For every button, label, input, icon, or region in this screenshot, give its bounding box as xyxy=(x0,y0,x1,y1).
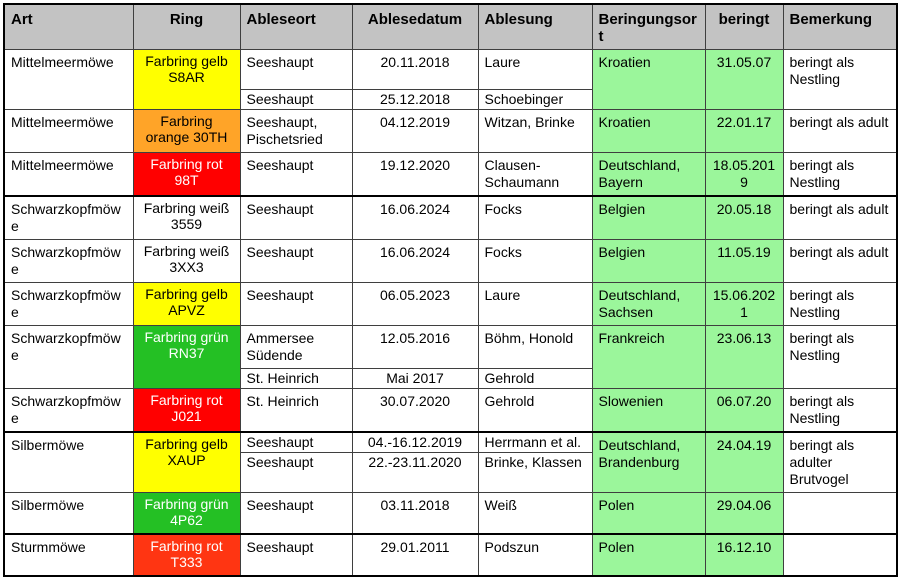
table-row xyxy=(4,493,897,534)
ring-cell xyxy=(133,432,240,493)
cell-beringt: 24.04.19 xyxy=(705,432,783,493)
ring-code-line: 98T xyxy=(174,172,199,188)
ring-color-line: Farbring gelb xyxy=(145,286,228,302)
ring-code-line: orange 30TH xyxy=(145,129,228,145)
ring-color-line: Farbring grün xyxy=(144,329,229,345)
cell-ablesedatum: 04.12.2019 xyxy=(352,110,478,153)
cell-beringt: 20.05.18 xyxy=(705,196,783,240)
cell-art: Mittelmeermöwe xyxy=(4,153,133,197)
cell-ablesedatum: 16.06.2024 xyxy=(352,240,478,283)
cell-art: Schwarzkopfmöwe xyxy=(4,196,133,240)
cell-beringungsort: Belgien xyxy=(592,240,705,283)
ring-color-line: Farbring gelb xyxy=(145,436,228,452)
cell-ablesedatum: 19.12.2020 xyxy=(352,153,478,197)
cell-ablesung: Focks xyxy=(478,240,592,283)
cell-ableseort: Seeshaupt xyxy=(240,153,352,197)
cell-ablesung: Focks xyxy=(478,196,592,240)
cell-bemerkung: beringt als adult xyxy=(783,240,897,283)
cell-beringt: 18.05.2019 xyxy=(705,153,783,197)
cell-beringt: 29.04.06 xyxy=(705,493,783,534)
cell-ablesedatum: 29.01.2011 xyxy=(352,534,478,576)
ring-color-line: Farbring weiß xyxy=(143,200,230,216)
cell-beringungsort: Frankreich xyxy=(592,326,705,389)
cell-ablesedatum: 16.06.2024 xyxy=(352,196,478,240)
cell-bemerkung: beringt als adult xyxy=(783,110,897,153)
ring-cell xyxy=(133,153,240,197)
cell-beringt: 06.07.20 xyxy=(705,389,783,433)
cell-ablesung: Herrmann et al. xyxy=(478,432,592,453)
ring-code-line: 3559 xyxy=(170,216,203,232)
ring-cell xyxy=(133,110,240,153)
header-row xyxy=(4,4,897,50)
cell-ableseort: St. Heinrich xyxy=(240,369,352,389)
cell-ablesedatum: 12.05.2016 xyxy=(352,326,478,369)
cell-ableseort: Seeshaupt xyxy=(240,283,352,326)
header-art: Art xyxy=(4,4,133,50)
cell-ableseort: Seeshaupt xyxy=(240,432,352,453)
cell-beringt: 11.05.19 xyxy=(705,240,783,283)
ring-color-line: Farbring rot xyxy=(150,537,223,554)
ring-color-line: Farbring grün xyxy=(144,496,229,512)
cell-bemerkung: beringt als adulter Brutvogel xyxy=(783,432,897,493)
cell-beringungsort: Belgien xyxy=(592,196,705,240)
ring-code-line: T333 xyxy=(170,553,203,570)
cell-ableseort: Ammersee Südende xyxy=(240,326,352,369)
cell-beringt: 15.06.2021 xyxy=(705,283,783,326)
cell-ablesedatum: 04.-16.12.2019 xyxy=(352,432,478,453)
ring-code-line: RN37 xyxy=(168,345,205,361)
cell-ablesung: Böhm, Honold xyxy=(478,326,592,369)
header-ableseort: Ableseort xyxy=(240,4,352,50)
table-row xyxy=(4,50,897,90)
header-beringungsort: Beringungsort xyxy=(592,4,705,50)
cell-ableseort: Seeshaupt xyxy=(240,493,352,534)
cell-ableseort: Seeshaupt xyxy=(240,196,352,240)
cell-beringt: 23.06.13 xyxy=(705,326,783,389)
cell-ablesung: Weiß xyxy=(478,493,592,534)
header-bemerkung: Bemerkung xyxy=(783,4,897,50)
cell-beringungsort: Polen xyxy=(592,493,705,534)
ring-color-line: Farbring rot xyxy=(150,156,223,172)
ring-color-line: Farbring gelb xyxy=(145,53,228,69)
cell-beringt: 16.12.10 xyxy=(705,534,783,576)
ring-code-line: S8AR xyxy=(168,69,205,85)
cell-ablesedatum: 20.11.2018 xyxy=(352,50,478,90)
cell-bemerkung: beringt als Nestling xyxy=(783,153,897,197)
ring-cell xyxy=(133,283,240,326)
cell-beringungsort: Slowenien xyxy=(592,389,705,433)
table-row xyxy=(4,110,897,153)
cell-ableseort: Seeshaupt xyxy=(240,50,352,90)
cell-beringt: 31.05.07 xyxy=(705,50,783,110)
cell-ableseort: Seeshaupt xyxy=(240,90,352,110)
cell-beringungsort: Deutschland, Brandenburg xyxy=(592,432,705,493)
ring-code-line: XAUP xyxy=(167,452,206,468)
cell-beringt: 22.01.17 xyxy=(705,110,783,153)
header-ablesedatum: Ablesedatum xyxy=(352,4,478,50)
ring-color-line: Farbring rot xyxy=(150,392,223,408)
ring-code-line: APVZ xyxy=(168,302,205,318)
cell-ablesedatum: 22.-23.11.2020 xyxy=(352,453,478,493)
cell-ableseort: St. Heinrich xyxy=(240,389,352,433)
ring-cell xyxy=(133,493,240,534)
cell-bemerkung: beringt als adult xyxy=(783,196,897,240)
ring-color-line: Farbring xyxy=(160,113,213,129)
cell-ableseort: Seeshaupt, Pischetsried xyxy=(240,110,352,153)
table-row xyxy=(4,389,897,433)
cell-art: Silbermöwe xyxy=(4,432,133,493)
cell-ablesung: Schoebinger xyxy=(478,90,592,110)
cell-art: Silbermöwe xyxy=(4,493,133,534)
cell-ablesedatum: 06.05.2023 xyxy=(352,283,478,326)
ring-cell xyxy=(133,240,240,283)
ring-color-line: Farbring weiß xyxy=(143,243,230,259)
table-row xyxy=(4,432,897,453)
cell-ableseort: Seeshaupt xyxy=(240,534,352,576)
cell-ablesung: Laure xyxy=(478,50,592,90)
cell-bemerkung: beringt als Nestling xyxy=(783,389,897,433)
cell-art: Schwarzkopfmöwe xyxy=(4,283,133,326)
cell-ablesedatum: 25.12.2018 xyxy=(352,90,478,110)
ring-code-line: 3XX3 xyxy=(169,259,204,275)
cell-art: Schwarzkopfmöwe xyxy=(4,389,133,433)
ring-cell xyxy=(133,326,240,389)
beringung-table xyxy=(3,3,898,577)
cell-ableseort: Seeshaupt xyxy=(240,240,352,283)
cell-bemerkung: beringt als Nestling xyxy=(783,50,897,110)
table-row xyxy=(4,153,897,197)
cell-bemerkung: beringt als Nestling xyxy=(783,326,897,389)
cell-art: Schwarzkopfmöwe xyxy=(4,240,133,283)
cell-bemerkung: beringt als Nestling xyxy=(783,283,897,326)
cell-beringungsort: Kroatien xyxy=(592,50,705,110)
table-row xyxy=(4,534,897,576)
cell-ablesung: Gehrold xyxy=(478,369,592,389)
cell-ablesedatum: Mai 2017 xyxy=(352,369,478,389)
cell-bemerkung xyxy=(783,493,897,534)
header-ring: Ring xyxy=(133,4,240,50)
ring-cell xyxy=(133,534,240,576)
cell-ablesedatum: 30.07.2020 xyxy=(352,389,478,433)
ring-cell xyxy=(133,50,240,110)
cell-beringungsort: Kroatien xyxy=(592,110,705,153)
ring-code-line: J021 xyxy=(171,408,202,424)
ring-cell xyxy=(133,196,240,240)
cell-ablesung: Brinke, Klassen xyxy=(478,453,592,493)
cell-bemerkung xyxy=(783,534,897,576)
header-ablesung: Ablesung xyxy=(478,4,592,50)
cell-ablesung: Clausen-Schaumann xyxy=(478,153,592,197)
table-row xyxy=(4,240,897,283)
cell-art: Schwarzkopfmöwe xyxy=(4,326,133,389)
table-row xyxy=(4,196,897,240)
cell-ablesung: Podszun xyxy=(478,534,592,576)
cell-ableseort: Seeshaupt xyxy=(240,453,352,493)
cell-ablesung: Witzan, Brinke xyxy=(478,110,592,153)
header-beringt: beringt xyxy=(705,4,783,50)
cell-ablesung: Gehrold xyxy=(478,389,592,433)
cell-ablesung: Laure xyxy=(478,283,592,326)
cell-beringungsort: Deutschland, Sachsen xyxy=(592,283,705,326)
cell-ablesedatum: 03.11.2018 xyxy=(352,493,478,534)
cell-art: Sturmmöwe xyxy=(4,534,133,576)
ring-code-line: 4P62 xyxy=(170,512,203,528)
cell-art: Mittelmeermöwe xyxy=(4,110,133,153)
table-row xyxy=(4,326,897,369)
table-row xyxy=(4,283,897,326)
cell-beringungsort: Deutschland, Bayern xyxy=(592,153,705,197)
cell-beringungsort: Polen xyxy=(592,534,705,576)
ring-cell xyxy=(133,389,240,433)
cell-art: Mittelmeermöwe xyxy=(4,50,133,110)
